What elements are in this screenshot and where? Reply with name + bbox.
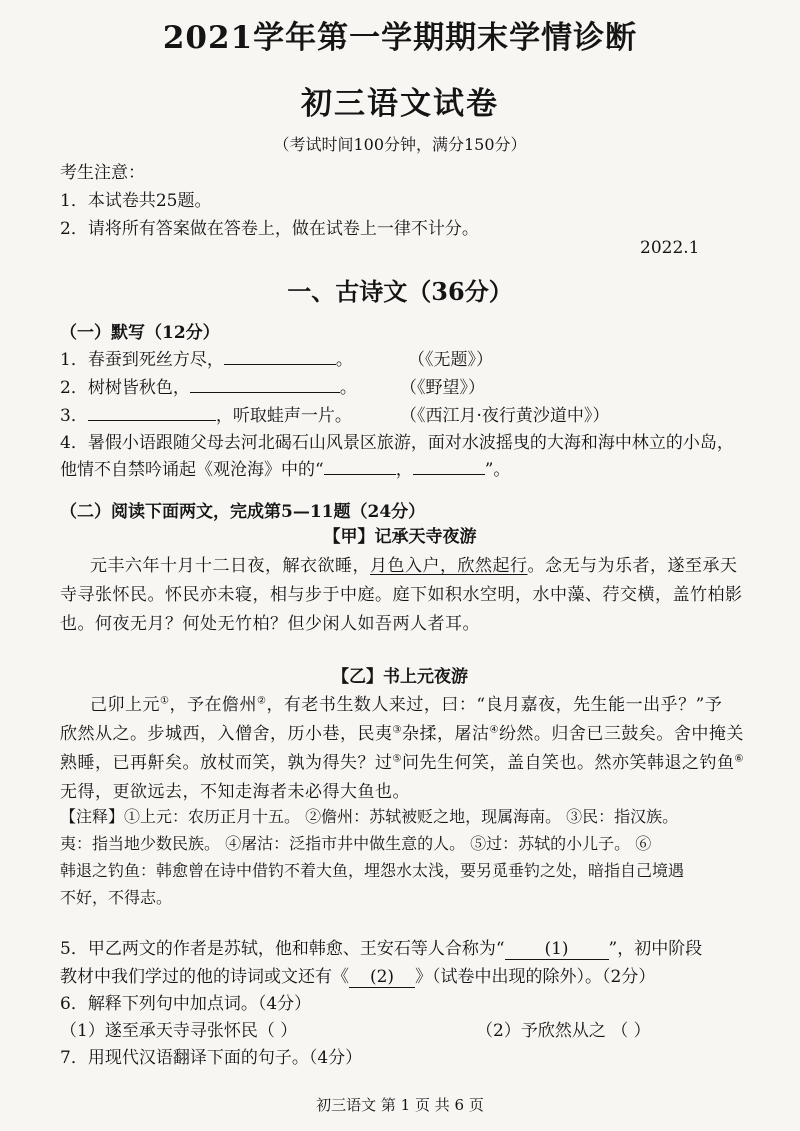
question-2: 2．树树皆秋色， 。 xyxy=(60,378,357,398)
question-4-line-1: 4．暑假小语跟随父母去河北碣石山风景区旅游，面对水波摇曳的大海和海中林立的小岛， xyxy=(60,433,734,453)
question-7-title: 7．用现代汉语翻译下面的句子。（4分） xyxy=(60,1048,363,1068)
passage-yi-line-4: 无得，更欲远去，不知走海者未必得大鱼也。 xyxy=(60,782,410,802)
question-3: 3． ，听取蛙声一片。 xyxy=(60,406,352,426)
answer-blank-2: (2) xyxy=(349,967,415,988)
passage-jia-line-2: 寺寻张怀民。怀民亦未寝，相与步于中庭。庭下如积水空明，水中藻、荇交横，盖竹柏影 xyxy=(60,585,743,605)
passage-yi-line-1: 己卯上元①，予在儋州②，有老书生数人来过，曰：“良月嘉夜，先生能一出乎？”予 xyxy=(90,695,723,715)
answer-blank-1: (1) xyxy=(505,939,609,960)
notes-line-4: 不好，不得志。 xyxy=(60,888,173,907)
question-6-sub-1: （1）遂至承天寺寻张怀民（ ） xyxy=(60,1021,298,1041)
passage-jia-title: 【甲】记承天寺夜游 xyxy=(323,527,477,547)
underlined-sentence: 月色入户，欣然起行 xyxy=(370,556,528,576)
notes-line-1: 【注释】①上元：农历正月十五。 ②儋州：苏轼被贬之地，现属海南。 ③民：指汉族。 xyxy=(60,807,679,826)
passage-jia-line-3: 也。何夜无月？何处无竹柏？但少闲人如吾两人者耳。 xyxy=(60,614,480,634)
question-3-source: （《西江月·夜行黄沙道中》） xyxy=(400,406,610,426)
passage-yi-title: 【乙】书上元夜游 xyxy=(332,667,468,687)
question-5-line-2: 教材中我们学过的他的诗词或文还有《 (2) 》（试卷中出现的除外）。（2分） xyxy=(60,967,656,987)
exam-date: 2022.1 xyxy=(640,238,700,258)
notes-line-2: 夷：指当地少数民族。 ④屠沽：泛指市井中做生意的人。 ⑤过：苏轼的小儿子。 ⑥ xyxy=(60,834,652,853)
question-1: 1．春蚕到死丝方尽， 。 xyxy=(60,350,353,370)
exam-subtitle: 初三语文试卷 xyxy=(301,86,499,122)
exam-title: 2021学年第一学期期末学情诊断 xyxy=(162,20,638,56)
notice-item-2: 2．请将所有答案做在答卷上，做在试卷上一律不计分。 xyxy=(60,219,479,239)
question-1-source: （《无题》） xyxy=(408,350,493,370)
section-1-title: 一、古诗文（36分） xyxy=(287,277,513,306)
question-6-title: 6．解释下列句中加点词。（4分） xyxy=(60,994,312,1014)
passage-yi-line-2: 欣然从之。步城西，入僧舍，历小巷，民夷③杂揉，屠沽④纷然。归舍已三鼓矣。舍中掩关 xyxy=(60,724,744,744)
passage-yi-line-3: 熟睡，已再鼾矣。放杖而笑，孰为得失？过⑤问先生何笑，盖自笑也。然亦笑韩退之钓鱼⑥ xyxy=(60,753,744,773)
part-1-title: （一）默写（12分） xyxy=(60,323,220,343)
question-2-source: （《野望》） xyxy=(400,378,485,398)
notice-item-1: 1．本试卷共25题。 xyxy=(60,191,212,211)
part-2-title: （二）阅读下面两文，完成第5—11题（24分） xyxy=(60,502,426,522)
notice-heading: 考生注意： xyxy=(60,163,145,183)
exam-info: （考试时间100分钟，满分150分） xyxy=(273,135,527,154)
question-4-line-2: 他情不自禁吟诵起《观沧海》中的“ ， ”。 xyxy=(60,460,511,480)
page-footer: 初三语文 第 1 页 共 6 页 xyxy=(316,1096,484,1114)
question-5-line-1: 5．甲乙两文的作者是苏轼，他和韩愈、王安石等人合称为“ (1) ”，初中阶段 xyxy=(60,939,703,959)
passage-jia-line-1: 元丰六年十月十二日夜，解衣欲睡，月色入户，欣然起行。念无与为乐者，遂至承天 xyxy=(90,556,738,576)
question-6-sub-2: （2）予欣然从之 （ ） xyxy=(476,1021,651,1041)
notes-line-3: 韩退之钓鱼：韩愈曾在诗中借钓不着大鱼，埋怨水太浅，要另觅垂钓之处，暗指自己境遇 xyxy=(60,861,685,880)
